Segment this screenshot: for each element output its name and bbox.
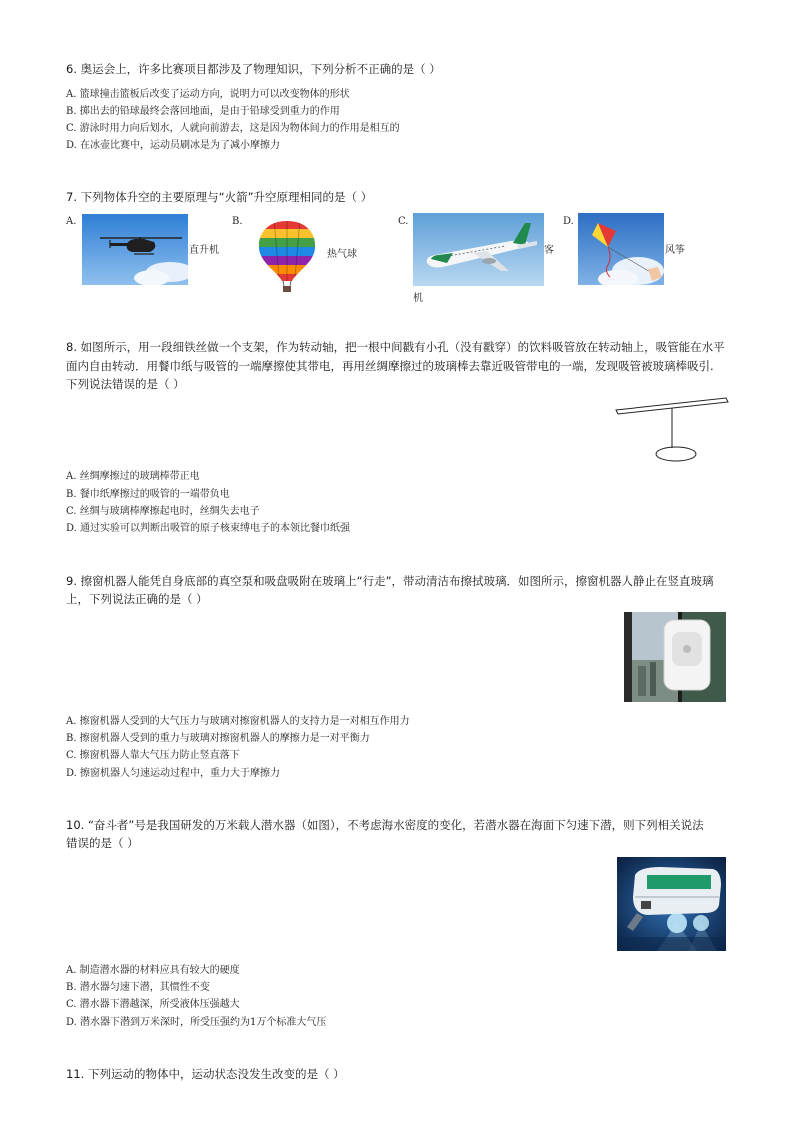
q10-option-c: C. 潜水器下潜越深，所受液体压强越大 <box>66 999 240 1010</box>
hot-air-balloon-image <box>252 219 322 293</box>
q8-option-b: B. 餐巾纸摩擦过的吸管的一端带负电 <box>66 489 230 500</box>
q6-option-d: D. 在冰壶比赛中，运动员刷冰是为了减小摩擦力 <box>66 140 281 151</box>
q9-option-b: B. 擦窗机器人受到的重力与玻璃对擦窗机器人的摩擦力是一对平衡力 <box>66 733 370 744</box>
q6-option-a: A. 篮球撞击篮板后改变了运动方向，说明力可以改变物体的形状 <box>66 89 350 100</box>
q8-stem-line1: 8. 如图所示，用一段细铁丝做一个支架，作为转动轴，把一根中间戳有小孔（没有戳穿）的饮料吸管放在转动轴上，吸管能在水平 <box>66 340 725 354</box>
q9-stem-line2: 上，下列说法正确的是（ ） <box>66 592 208 606</box>
q7-choice-b-letter: B. <box>232 216 243 227</box>
q8-option-d: D. 通过实验可以判断出吸管的原子核束缚电子的本领比餐巾纸强 <box>66 523 351 534</box>
q6-option-c: C. 游泳时用力向后划水，人就向前游去，这是因为物体间力的作用是相互的 <box>66 123 400 134</box>
q8-stem-line3: 下列说法错误的是（ ） <box>66 377 185 391</box>
q8-stem-line2: 面内自由转动．用餐巾纸与吸管的一端摩擦使其带电，再用丝绸摩擦过的玻璃棒去靠近吸管带电的一端，发现吸管被玻璃棒吸引. <box>66 359 714 373</box>
q10-option-d: D. 潜水器下潜到万米深时，所受压强约为1万个标准大气压 <box>66 1017 327 1028</box>
submersible-image <box>617 857 726 951</box>
window-robot-image <box>624 612 726 702</box>
q10-stem-line1: 10. “奋斗者”号是我国研发的万米载人潜水器（如图），不考虑海水密度的变化，若潜水器在海面下匀速下潜，则下列相关说法 <box>66 818 704 832</box>
q7-choice-b-caption: 热气球 <box>327 249 357 260</box>
q7-choice-c-letter: C. <box>398 216 409 227</box>
q9-option-a: A. 擦窗机器人受到的大气压力与玻璃对擦窗机器人的支持力是一对相互作用力 <box>66 716 410 727</box>
q10-option-a: A. 制造潜水器的材料应具有较大的硬度 <box>66 965 240 976</box>
straw-pivot-diagram <box>612 392 730 464</box>
kite-image <box>578 213 664 285</box>
q9-option-d: D. 擦窗机器人匀速运动过程中，重力大于摩擦力 <box>66 768 281 779</box>
q7-choice-c-caption-continued: 机 <box>413 293 423 304</box>
q10-option-b: B. 潜水器匀速下潜，其惯性不变 <box>66 982 210 993</box>
q8-option-c: C. 丝绸与玻璃棒摩擦起电时，丝绸失去电子 <box>66 506 260 517</box>
helicopter-image <box>82 214 188 285</box>
q7-choice-a-letter: A. <box>66 216 77 227</box>
q11-stem: 11. 下列运动的物体中，运动状态没发生改变的是（ ） <box>66 1067 345 1081</box>
q7-choice-d-caption: 风筝 <box>665 245 685 256</box>
q7-choice-c-caption: 客 <box>544 245 554 256</box>
q7-choice-a-caption: 直升机 <box>189 245 219 256</box>
airliner-image <box>413 213 544 286</box>
q10-stem-line2: 错误的是（ ） <box>66 836 139 850</box>
q9-stem-line1: 9. 擦窗机器人能凭自身底部的真空泵和吸盘吸附在玻璃上“行走”，带动清洁布擦拭玻璃．如图所示，擦窗机器人静止在竖直玻璃 <box>66 574 714 588</box>
q9-option-c: C. 擦窗机器人靠大气压力防止竖直落下 <box>66 750 240 761</box>
q7-stem: 7. 下列物体升空的主要原理与“火箭”升空原理相同的是（ ） <box>66 190 373 204</box>
q6-stem: 6. 奥运会上，许多比赛项目都涉及了物理知识，下列分析不正确的是（ ） <box>66 62 441 76</box>
q6-option-b: B. 掷出去的铅球最终会落回地面，是由于铅球受到重力的作用 <box>66 106 340 117</box>
q7-choice-d-letter: D. <box>563 216 574 227</box>
q8-option-a: A. 丝绸摩擦过的玻璃棒带正电 <box>66 471 200 482</box>
